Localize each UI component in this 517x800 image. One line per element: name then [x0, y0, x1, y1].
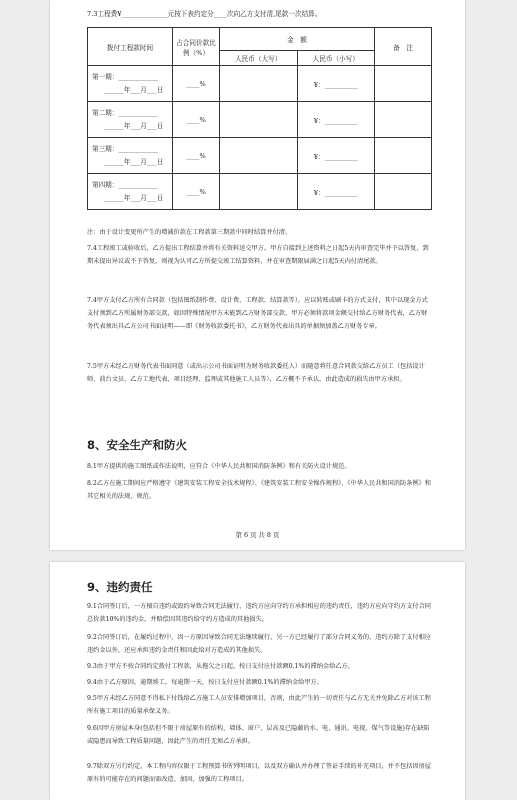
upper-cell: [220, 102, 298, 138]
header-upper: 人民币（大写）: [220, 51, 298, 66]
clause-9-4: 9.4由于乙方原因，逾期竣工，每逾期一天，按日支付应付款额0.1%的滞纳金给甲方。: [87, 679, 323, 686]
clause-9-3: 9.3由于甲方不按合同约定拨付工程款，从拖欠之日起，按日支付应付款额0.1%的滞纳金给乙方。: [87, 663, 354, 670]
header-amount: 金 额: [220, 28, 375, 51]
table-row: [88, 138, 432, 174]
clause-7-4-settlement: 7.4工程竣工或验收后，乙方提出工程结算并将有关资料送交甲方。甲方自接到上述资料之日起5天内审查完毕并予以答复，到期未提出异议或不予答复，则视为认可乙方所提交竣工结算资料，并在审查期限届满之日起5天内付清尾款。: [87, 245, 429, 266]
document-page-6: [50, 0, 465, 550]
clause-7-4-payment: 7.4甲方支付乙方所有合同款（包括图纸制作费、设计费、工程款、结算款等），应以转账或刷卡的方式支付，其中以现金方式支付须到乙方所属财务部交款，如因特殊情况甲方未能到乙方财务部交款，甲方必须将款项金额交付给乙方财务代表，乙方财务代表须出具乙方公司书面证明——即《财务收款委托书》，乙方财务代表出具的单据须加盖乙方财务专章。: [87, 297, 428, 331]
header-note: 备 注: [375, 28, 432, 66]
phase-cell: [88, 102, 173, 138]
phase-label: 第一期：____________: [92, 72, 158, 81]
phase-cell: [88, 138, 173, 174]
payment-intro: 7.3工程费¥______________元按下表约定分____次向乙方支付清,尾款一次结算。: [87, 10, 322, 18]
clause-8-2: 8.2乙方在施工期间应严格遵守《建筑安装工程安全技术规程》、《建筑安装工程安全操作规程》、《中华人民共和国消防条例》和其它相关的法规、规范。: [87, 480, 431, 501]
phase-label: 第二期：____________: [92, 108, 158, 117]
note-cell: [375, 102, 432, 138]
header-lower: 人民币（小写）: [297, 51, 375, 66]
note-cell: [375, 66, 432, 102]
ratio-cell: ____%: [173, 138, 220, 174]
phase-date: ______年___月___日: [104, 157, 164, 166]
table-note: 注：由于设计变更所产生的增减价款在工程款第三期款中同时结算并付清。: [87, 229, 292, 236]
clause-9-7: 9.7除双方另行约定，本工程内容仅限于工程预算书所列明项目，以及双方确认并办理了签证手续的补充项目，并不包括因房屋原有的可能存在的问题而需改造、加固、加强的工程项目。: [87, 763, 431, 784]
clause-9-6: 9.6因甲方房屋本身(包括但不限于房屋原有的结构、墙体、窗户、层高及已隐蔽的水、电、通讯、电视、煤气等设施)存在缺陷或隐患而导致工程质量问题，因此产生的责任无须乙方承担。: [87, 725, 430, 746]
table-row: [88, 174, 432, 210]
lower-cell: ¥：__________: [297, 102, 375, 138]
clause-9-2: 9.2合同签订后，在履约过程中，因一方原因导致合同无法继续履行，另一方已经履行了部分合同义务的，违约方除了支付相应违约金以外，还应承担违约金责任和因此给对方造成的其他损失。: [87, 634, 431, 655]
clause-8-1: 8.1甲方提供的施工图纸或作法说明，应符合《中华人民共和国消防条例》和有关防火设计规范。: [87, 463, 351, 470]
clause-9-5: 9.5甲方未经乙方同意不得私下付钱给乙方施工人员安排增加项目，否则，由此产生的一切责任与乙方无关并免除乙方对该工程所有施工项目的质量承保义务。: [87, 695, 431, 716]
section-9-title: 9、违约责任: [87, 580, 153, 594]
ratio-cell: ____%: [173, 66, 220, 102]
ratio-cell: ____%: [173, 174, 220, 210]
header-phase: 拨付工程款时间: [88, 28, 173, 66]
page-footer: 第 6 页 共 8 页: [235, 531, 280, 539]
lower-cell: ¥：__________: [297, 138, 375, 174]
phase-cell: [88, 66, 173, 102]
payment-schedule-table: [87, 27, 432, 210]
phase-date: ______年___月___日: [104, 121, 164, 130]
table-row: [88, 66, 432, 102]
header-ratio: 占合同价款比例（%）: [173, 28, 220, 66]
phase-date: ______年___月___日: [104, 193, 164, 202]
upper-cell: [220, 174, 298, 210]
document-page-7: [50, 562, 465, 800]
lower-cell: ¥：__________: [297, 66, 375, 102]
clause-7-5: 7.5甲方未经乙方财务代表书面同意（或出示公司书面证明为财务收款委托人）而随意将任意合同款交给乙方员工（包括设计师、前台文员、乙方工地代表、项目经理、监理或其他施工人员等），乙方概不予承认，由此造成的损失由甲方承担。: [87, 363, 425, 384]
clause-9-1: 9.1合同签订后，一方擅自违约或毁约导致合同无法履行，违约方应向守约方承担相应的违约责任，违约方应向守约方支付合同总价款10%的违约金，并赔偿因其违约给守约方造成的其他损失。: [87, 603, 431, 624]
upper-cell: [220, 138, 298, 174]
phase-date: ______年___月___日: [104, 85, 164, 94]
upper-cell: [220, 66, 298, 102]
phase-label: 第三期：____________: [92, 144, 158, 153]
note-cell: [375, 174, 432, 210]
lower-cell: ¥：__________: [297, 174, 375, 210]
phase-label: 第四期：____________: [92, 180, 158, 189]
table-row: [88, 102, 432, 138]
note-cell: [375, 138, 432, 174]
section-8-title: 8、安全生产和防火: [87, 438, 188, 452]
phase-cell: [88, 174, 173, 210]
ratio-cell: ____%: [173, 102, 220, 138]
